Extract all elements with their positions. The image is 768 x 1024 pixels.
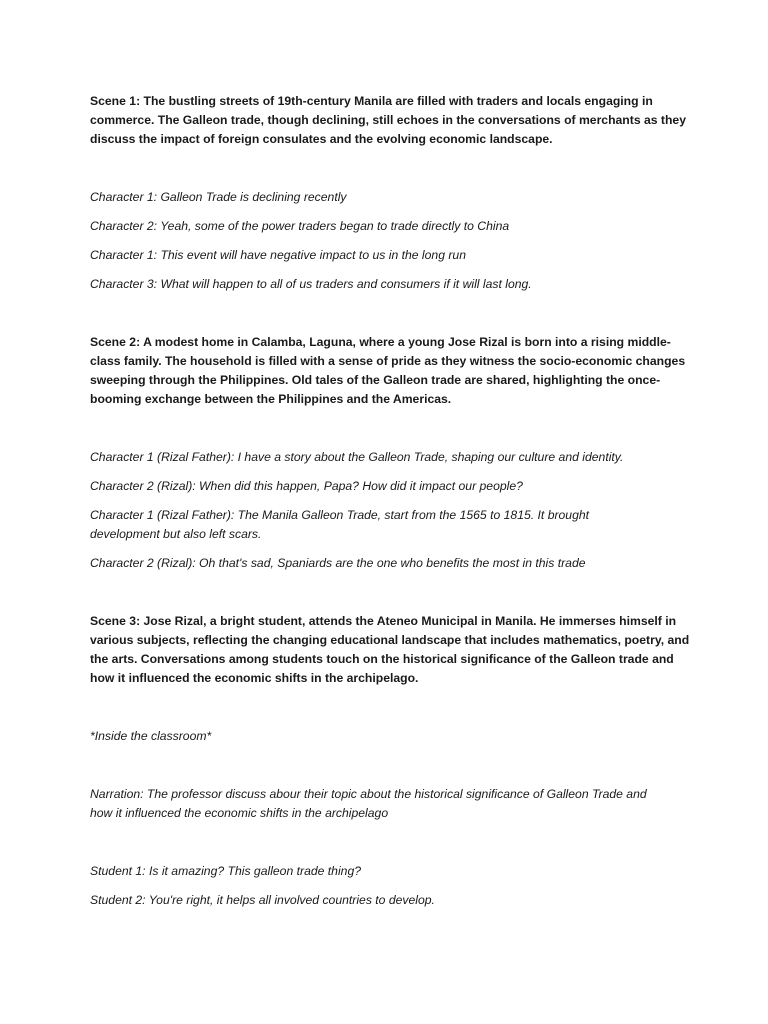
- scene2-heading-line-4: booming exchange between the Philippines and the Americas.: [90, 392, 452, 406]
- scene2-dialogue-1: Character 1 (Rizal Father): I have a story about the Galleon Trade, shaping our culture and identity.: [90, 450, 624, 464]
- scene2-dialogue-3: Character 1 (Rizal Father): The Manila Galleon Trade, start from the 1565 to 1815. It brought: [90, 508, 590, 522]
- scene2-heading-line-2: class family. The household is filled with a sense of pride as they witness the socio-economic changes: [90, 354, 686, 368]
- scene3-heading-line-4: how it influenced the economic shifts in the archipelago.: [90, 671, 419, 685]
- scene1-dialogue-4: Character 3: What will happen to all of us traders and consumers if it will last long.: [90, 277, 532, 291]
- scene1-dialogue-3: Character 1: This event will have negative impact to us in the long run: [90, 248, 466, 262]
- scene3-stage-direction: *Inside the classroom*: [90, 729, 212, 743]
- scene3-dialogue-1: Student 1: Is it amazing? This galleon trade thing?: [90, 864, 361, 878]
- scene3-narration-line-1: Narration: The professor discuss abour their topic about the historical significance of Galleon Trade and: [90, 787, 647, 801]
- scene2-heading-line-3: sweeping through the Philippines. Old tales of the Galleon trade are shared, highlighting the once-: [90, 373, 661, 387]
- scene1-heading-line-2: commerce. The Galleon trade, though declining, still echoes in the conversations of merchants as they: [90, 113, 686, 127]
- scene2-heading-line-1: Scene 2: A modest home in Calamba, Laguna, where a young Jose Rizal is born into a rising middle-: [90, 335, 671, 349]
- scene3-heading-line-1: Scene 3: Jose Rizal, a bright student, attends the Ateneo Municipal in Manila. He immerses himself in: [90, 614, 677, 628]
- scene1-dialogue-2: Character 2: Yeah, some of the power traders began to trade directly to China: [90, 219, 510, 233]
- scene2-dialogue-3-continued: development but also left scars.: [90, 527, 262, 541]
- scene1-heading-line-3: discuss the impact of foreign consulates and the evolving economic landscape.: [90, 132, 553, 146]
- scene3-heading-line-2: various subjects, reflecting the changing educational landscape that includes mathematics, poetry, and: [90, 633, 690, 647]
- scene3-heading-line-3: the arts. Conversations among students touch on the historical significance of the Galleon trade and: [90, 652, 674, 666]
- scene2-dialogue-2: Character 2 (Rizal): When did this happen, Papa? How did it impact our people?: [90, 479, 523, 493]
- scene1-heading-line-1: Scene 1: The bustling streets of 19th-century Manila are filled with traders and locals engaging in: [90, 94, 653, 108]
- scene1-dialogue-1: Character 1: Galleon Trade is declining recently: [90, 190, 347, 204]
- scene3-dialogue-2: Student 2: You're right, it helps all involved countries to develop.: [90, 893, 435, 907]
- scene3-narration-line-2: how it influenced the economic shifts in the archipelago: [90, 806, 389, 820]
- scene2-dialogue-4: Character 2 (Rizal): Oh that's sad, Spaniards are the one who benefits the most in this trade: [90, 556, 586, 570]
